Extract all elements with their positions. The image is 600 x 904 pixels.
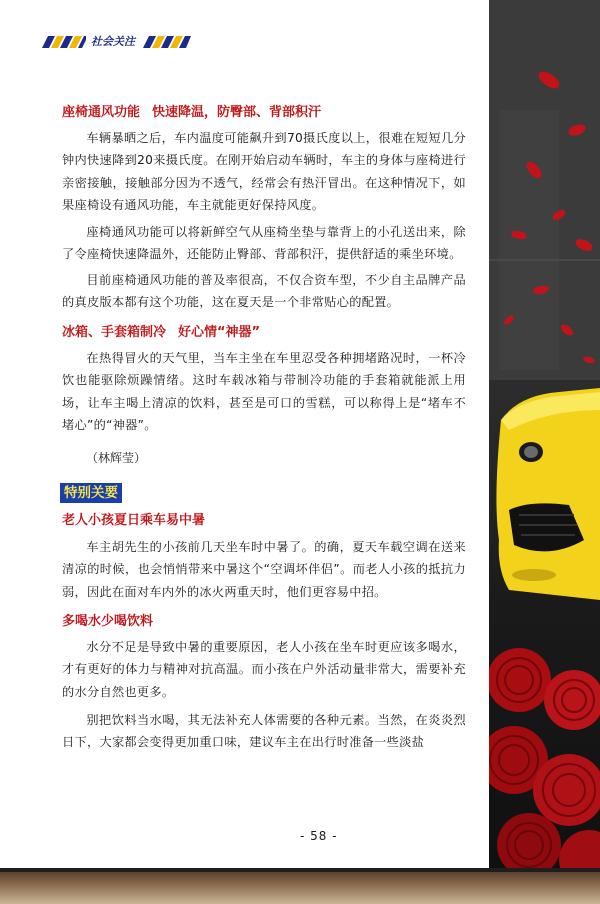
footer-band [0, 872, 600, 904]
section1-heading-part-b: 快速降温，防臀部、背部积汗 [152, 105, 322, 120]
section2-heading-part-a: 冰箱、手套箱制冷 [62, 325, 167, 340]
special-sub1-heading: 老人小孩夏日乘车易中暑 [62, 513, 206, 528]
page-number: - 58 - [300, 829, 338, 843]
special-sub2-heading: 多喝水少喝饮料 [62, 614, 154, 629]
section1-heading-part-a: 座椅通风功能 [62, 105, 141, 120]
section2-heading [62, 324, 260, 342]
column-header [38, 34, 193, 50]
section1-paragraph-2: 座椅通风功能可以将新鲜空气从座椅坐垫与靠背上的小孔送出来，除了令座椅快速降温外，还能防止臀部、背部积汗，提供舒适的乘坐环境。 [62, 225, 466, 262]
author-signature: （林辉莹） [86, 451, 147, 465]
special-box-title: 特别关要 [60, 483, 122, 503]
special-sub2-paragraph-1: 水分不足是导致中暑的重要原因，老人小孩在坐车时更应该多喝水，才有更好的体力与精神对抗高温。而小孩在户外活动量非常大，需要补充的水分自然也更多。 [62, 640, 466, 699]
header-stripes-left-icon [38, 36, 86, 48]
car-and-roses-illustration [489, 0, 600, 868]
section2-paragraph: 在热得冒火的天气里，当车主坐在车里忍受各种拥堵路况时，一杯冷饮也能驱除烦躁情绪。这时车载冰箱与带制冷功能的手套箱就能派上用场，让车主喝上清凉的饮料，甚至是可口的雪糕，可以称得上是“堵车不堵心”的“神器”。 [62, 351, 466, 433]
column-label: 社会关注 [91, 35, 135, 48]
special-sub1-paragraph: 车主胡先生的小孩前几天坐车时中暑了。的确，夏天车载空调在送来清凉的时候，也会悄悄带来中暑这个“空调坏伴侣”。而老人小孩的抵抗力弱，因此在面对车内外的冰火两重天时，他们更容易中招。 [62, 540, 466, 599]
decorative-photo-panel [489, 0, 600, 868]
section1-heading [62, 104, 321, 122]
header-stripes-right-icon [143, 36, 191, 48]
section1-paragraph-1: 车辆暴晒之后，车内温度可能飙升到70摄氏度以上，很难在短短几分钟内快速降到20来摄氏度。在刚开始启动车辆时，车主的身体与座椅进行亲密接触，接触部分因为不透气，经常会有热汗冒出。在这种情况下，如果座椅设有通风功能，车主就能更好保持风度。 [62, 131, 466, 213]
special-sub2-paragraph-2: 别把饮料当水喝，其无法补充人体需要的各种元素。当然，在炎炎烈日下，大家都会变得更加重口味，建议车主在出行时准备一些淡盐 [62, 713, 466, 750]
section1-paragraph-3: 目前座椅通风功能的普及率很高，不仅合资车型，不少自主品牌产品的真皮版本都有这个功能，这在夏天是一个非常贴心的配置。 [62, 273, 466, 310]
section2-heading-part-b: 好心情“神器” [178, 325, 261, 340]
